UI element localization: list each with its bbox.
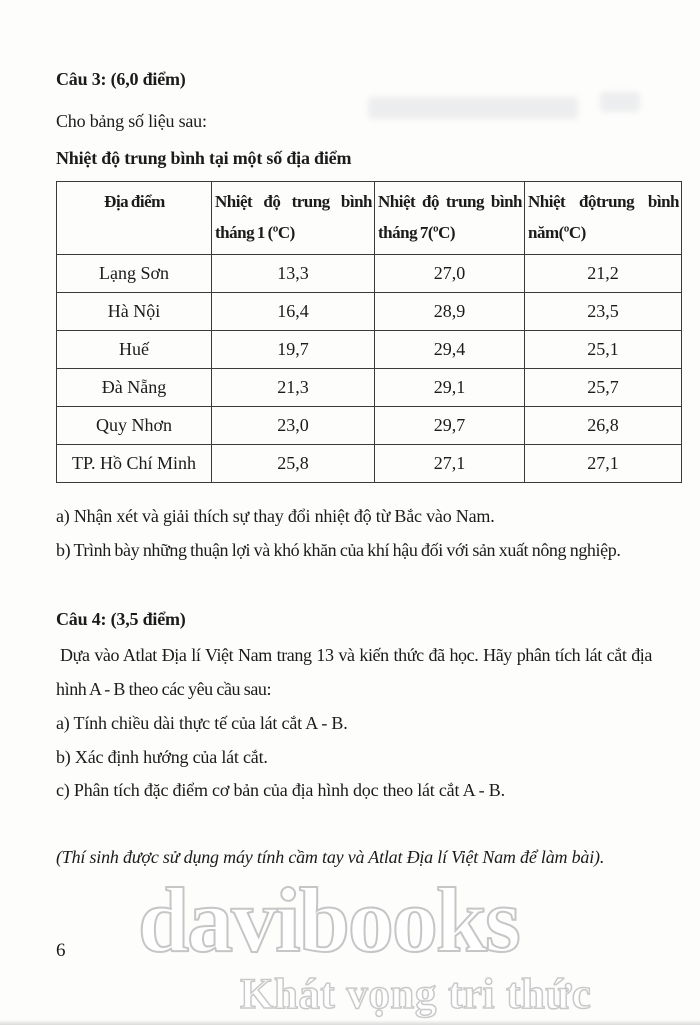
cell-year: 27,1 [525,445,682,483]
cell-january: 13,3 [212,255,375,293]
cell-july: 29,7 [375,407,525,445]
watermark-tagline: Khát vọng tri thức [240,971,592,1018]
table-row [57,293,682,331]
col-header-line: Nhiệt độtrung bình [528,192,679,211]
col-header-line: Địa điểm [104,192,165,211]
cell-year: 25,1 [525,331,682,369]
col-header-line: tháng 1 (ºC) [215,223,295,242]
page-number: 6 [56,940,66,961]
page-bleed-through [600,92,640,112]
cell-january: 25,8 [212,445,375,483]
table-title: Nhiệt độ trung bình tại một số địa điểm [56,148,352,168]
cell-location: Huế [57,331,212,369]
col-header-line: Nhiệt độ trung bình [378,192,522,211]
cell-january: 19,7 [212,331,375,369]
question3-task-a: a) Nhận xét và giải thích sự thay đổi nhiệt độ từ Bắc vào Nam. [56,506,495,526]
cell-location: Hà Nội [57,293,212,331]
cell-location: Lạng Sơn [57,255,212,293]
question4-heading: Câu 4: (3,5 điểm) [56,609,186,629]
watermark-brand: davibooks [138,869,519,971]
cell-location: TP. Hồ Chí Minh [57,445,212,483]
question4-task-b: b) Xác định hướng của lát cắt. [56,747,268,767]
col-header-january [212,182,375,255]
question4-task-a: a) Tính chiều dài thực tế của lát cắt A - B. [56,713,348,733]
col-header-line: Nhiệt độ trung bình [215,192,372,211]
scan-edge-shadow [0,1020,700,1025]
col-header-line: năm(ºC) [528,223,586,242]
question4-task-c: c) Phân tích đặc điểm cơ bản của địa hình dọc theo lát cắt A - B. [56,780,505,800]
cell-location: Đà Nẵng [57,369,212,407]
page-bleed-through [368,97,578,119]
cell-location: Quy Nhơn [57,407,212,445]
cell-year: 21,2 [525,255,682,293]
exam-note: (Thí sinh được sử dụng máy tính cầm tay và Atlat Địa lí Việt Nam để làm bài). [56,847,605,867]
question4-intro: Dựa vào Atlat Địa lí Việt Nam trang 13 và kiến thức đã học. Hãy phân tích lát cắt địa hình A - B theo các yêu cầu sau: [56,645,652,699]
col-header-july [375,182,525,255]
cell-year: 23,5 [525,293,682,331]
cell-july: 27,0 [375,255,525,293]
cell-july: 27,1 [375,445,525,483]
table-row [57,331,682,369]
cell-july: 29,4 [375,331,525,369]
col-header-year [525,182,682,255]
cell-year: 25,7 [525,369,682,407]
table-header-row [57,182,682,255]
cell-january: 16,4 [212,293,375,331]
table-row [57,255,682,293]
table-row [57,407,682,445]
question3-intro: Cho bảng số liệu sau: [56,111,207,131]
table-row [57,369,682,407]
col-header-location [57,182,212,255]
cell-january: 21,3 [212,369,375,407]
cell-july: 29,1 [375,369,525,407]
cell-year: 26,8 [525,407,682,445]
cell-january: 23,0 [212,407,375,445]
temperature-table [56,181,682,483]
cell-july: 28,9 [375,293,525,331]
question3-task-b: b) Trình bày những thuận lợi và khó khăn của khí hậu đối với sản xuất nông nghiệp. [56,540,621,560]
question3-heading: Câu 3: (6,0 điểm) [56,69,186,89]
table-row [57,445,682,483]
col-header-line: tháng 7(ºC) [378,223,456,242]
